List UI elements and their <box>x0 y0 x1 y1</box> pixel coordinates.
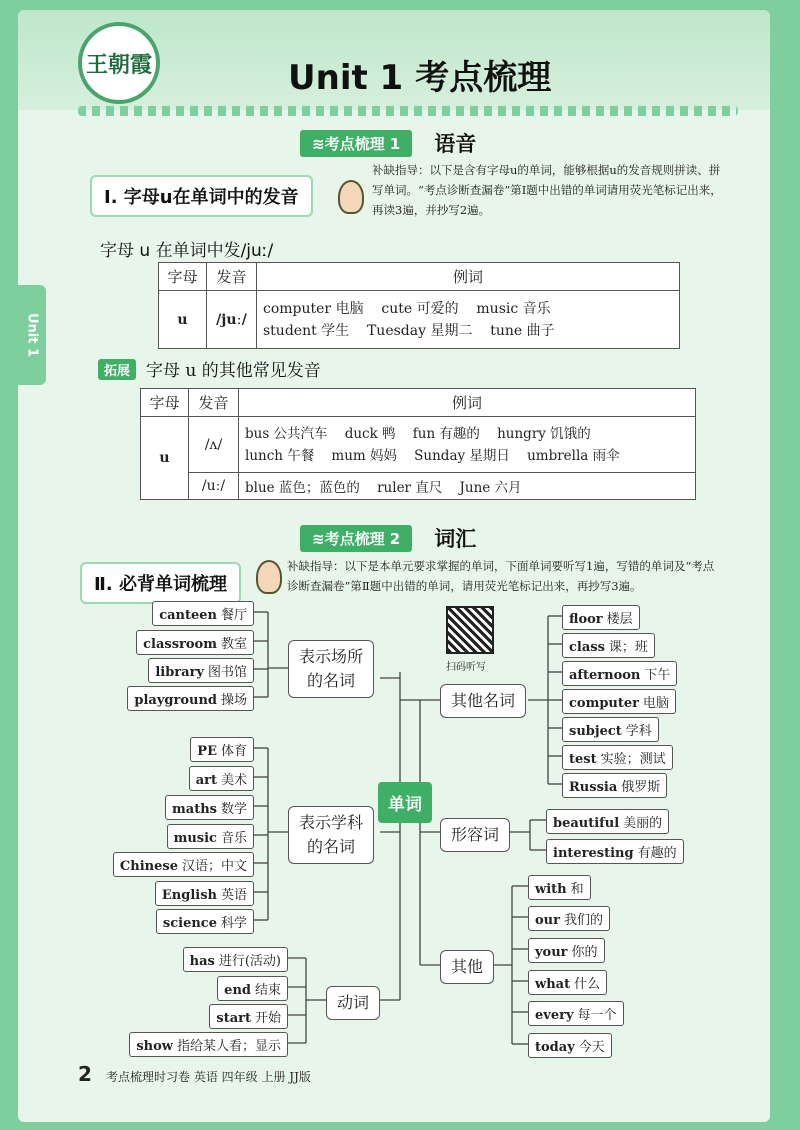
category-verbs: 动词 <box>326 986 380 1020</box>
category-adjectives: 形容词 <box>440 818 510 852</box>
word-node: Chinese 汉语；中文 <box>113 852 254 877</box>
table-cell-sound: /juː/ <box>207 291 257 349</box>
side-unit-tab: Unit 1 <box>18 285 46 385</box>
page-number: 2 <box>78 1062 92 1086</box>
word-node: afternoon 下午 <box>562 661 677 686</box>
category-other-nouns: 其他名词 <box>440 684 526 718</box>
footer-text: 考点梳理时习卷 英语 四年级 上册 JJ版 <box>106 1070 311 1084</box>
table-cell-sound: /ʌ/ <box>189 417 239 473</box>
section1-title: 语音 <box>434 132 477 156</box>
section1-heading: 字母 u 在单词中发/juː/ <box>100 241 274 261</box>
word-node: today 今天 <box>528 1033 612 1058</box>
word-node: test 实验；测试 <box>562 745 673 770</box>
unit-label: Unit 1 <box>288 58 404 98</box>
word-node: art 美术 <box>189 766 254 791</box>
category-label: 的名词 <box>307 837 356 856</box>
word-node: has 进行(活动) <box>183 947 288 972</box>
table-header: 发音 <box>189 389 239 417</box>
word-node: interesting 有趣的 <box>546 839 684 864</box>
qr-label: 扫码听写 <box>446 662 486 673</box>
example-line: bus 公共汽车 duck 鸭 fun 有趣的 hungry 饥饿的 <box>245 425 591 442</box>
word-node: classroom 教室 <box>136 630 254 655</box>
table-cell-letter: u <box>159 291 207 349</box>
word-node: beautiful 美丽的 <box>546 809 669 834</box>
word-node: canteen 餐厅 <box>152 601 254 626</box>
category-places <box>288 640 374 698</box>
section1-tip: 补缺指导：以下是含有字母u的单词，能够根据u的发音规则拼读、拼写单词。“考点诊断查漏卷”第Ⅰ题中出错的单词请用荧光笔标记出来，再读3遍，并抄写2遍。 <box>372 163 722 217</box>
word-node: playground 操场 <box>127 686 254 711</box>
category-subjects <box>288 806 374 864</box>
word-node: every 每一个 <box>528 1001 624 1026</box>
word-node: show 指给某人看；显示 <box>129 1032 288 1057</box>
table-header: 字母 <box>159 263 207 291</box>
word-node: floor 楼层 <box>562 605 640 630</box>
section2-subtitle: Ⅱ. 必背单词梳理 <box>80 562 241 604</box>
example-line: student 学生 Tuesday 星期二 tune 曲子 <box>263 322 555 339</box>
example-line: blue 蓝色；蓝色的 ruler 直尺 June 六月 <box>239 473 696 500</box>
brand-logo: 王朝霞 <box>78 22 160 104</box>
section1-subtitle: Ⅰ. 字母u在单词中的发音 <box>90 175 313 217</box>
section2-title: 词汇 <box>434 527 477 551</box>
word-node: computer 电脑 <box>562 689 676 714</box>
word-node: Russia 俄罗斯 <box>562 773 667 798</box>
section2-tip: 补缺指导：以下是本单元要求掌握的单词，下面单词要听写1遍，写错的单词及“考点诊断查漏卷”第Ⅱ题中出错的单词，请用荧光笔标记出来，再抄写3遍。 <box>287 559 715 593</box>
table-header: 字母 <box>141 389 189 417</box>
word-node: your 你的 <box>528 938 605 963</box>
example-line: lunch 午餐 mum 妈妈 Sunday 星期日 umbrella 雨伞 <box>245 447 620 464</box>
title-text: 考点梳理 <box>415 58 552 98</box>
section1-badge: ≋考点梳理 1 <box>300 130 412 157</box>
word-node: subject 学科 <box>562 717 659 742</box>
mindmap-center: 单词 <box>378 782 432 823</box>
table-header: 发音 <box>207 263 257 291</box>
table-header: 例词 <box>257 263 680 291</box>
word-node: English 英语 <box>155 881 254 906</box>
word-node: music 音乐 <box>167 824 254 849</box>
category-label: 表示学科 <box>299 813 364 832</box>
category-label: 表示场所 <box>299 647 364 666</box>
table-cell-sound: /uː/ <box>189 473 239 500</box>
word-node: start 开始 <box>209 1004 288 1029</box>
extension-tag: 拓展 <box>98 359 136 380</box>
category-others: 其他 <box>440 950 494 984</box>
word-node: science 科学 <box>156 909 254 934</box>
word-node: library 图书馆 <box>148 658 254 683</box>
section2-badge: ≋考点梳理 2 <box>300 525 412 552</box>
word-node: end 结束 <box>217 976 288 1001</box>
word-node: class 课；班 <box>562 633 655 658</box>
word-node: what 什么 <box>528 970 607 995</box>
word-node: our 我们的 <box>528 906 610 931</box>
extension-heading: 字母 u 的其他常见发音 <box>146 361 321 381</box>
word-node: with 和 <box>528 875 591 900</box>
category-label: 的名词 <box>307 671 356 690</box>
word-node: maths 数学 <box>165 795 254 820</box>
table-header: 例词 <box>239 389 696 417</box>
word-node: PE 体育 <box>190 737 254 762</box>
example-line: computer 电脑 cute 可爱的 music 音乐 <box>263 300 551 317</box>
table-cell-letter: u <box>141 417 189 500</box>
